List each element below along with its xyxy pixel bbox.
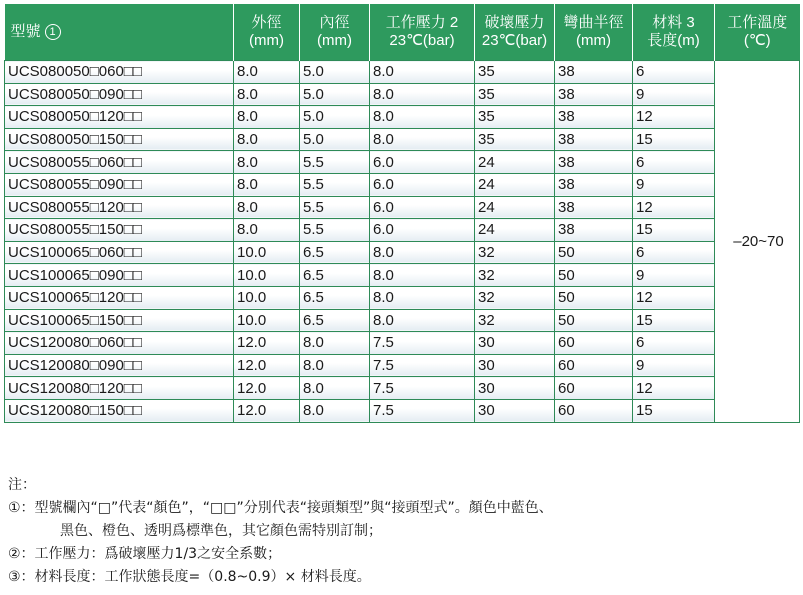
cell-model: UCS080050□120□□ (5, 106, 234, 129)
cell-material-length: 12 (633, 377, 715, 400)
table-row (5, 241, 800, 264)
cell-burst-pressure: 30 (475, 332, 555, 355)
cell-model: UCS080050□060□□ (5, 61, 234, 84)
cell-model: UCS100065□060□□ (5, 241, 234, 264)
cell-outer-diameter: 12.0 (234, 377, 300, 400)
cell-burst-pressure: 32 (475, 309, 555, 332)
cell-bend-radius: 60 (555, 399, 633, 422)
cell-model: UCS080055□060□□ (5, 151, 234, 174)
cell-outer-diameter: 10.0 (234, 309, 300, 332)
table-row (5, 264, 800, 287)
cell-outer-diameter: 10.0 (234, 241, 300, 264)
cell-inner-diameter: 6.5 (300, 241, 370, 264)
table-row (5, 286, 800, 309)
cell-inner-diameter: 8.0 (300, 354, 370, 377)
cell-burst-pressure: 32 (475, 286, 555, 309)
cell-inner-diameter: 8.0 (300, 332, 370, 355)
note-3: ③：材料長度：工作狀態長度=（0.8~0.9）× 材料長度。 (8, 569, 371, 585)
cell-material-length: 12 (633, 106, 715, 129)
notes-title: 注： (8, 477, 36, 493)
cell-model: UCS080055□120□□ (5, 196, 234, 219)
cell-bend-radius: 38 (555, 219, 633, 242)
cell-working-pressure: 8.0 (370, 106, 475, 129)
cell-working-pressure: 8.0 (370, 309, 475, 332)
cell-bend-radius: 38 (555, 83, 633, 106)
table-row (5, 173, 800, 196)
cell-bend-radius: 38 (555, 173, 633, 196)
cell-material-length: 15 (633, 219, 715, 242)
cell-outer-diameter: 8.0 (234, 151, 300, 174)
notes-section (8, 474, 798, 589)
table-row (5, 151, 800, 174)
cell-burst-pressure: 30 (475, 377, 555, 400)
cell-inner-diameter: 5.5 (300, 219, 370, 242)
cell-outer-diameter: 10.0 (234, 264, 300, 287)
note-2: ②：工作壓力：爲破壞壓力1/3之安全系數； (8, 546, 282, 562)
cell-inner-diameter: 8.0 (300, 399, 370, 422)
cell-inner-diameter: 6.5 (300, 309, 370, 332)
cell-bend-radius: 38 (555, 151, 633, 174)
cell-working-pressure: 8.0 (370, 128, 475, 151)
cell-outer-diameter: 8.0 (234, 61, 300, 84)
cell-bend-radius: 60 (555, 377, 633, 400)
cell-bend-radius: 60 (555, 354, 633, 377)
table-row (5, 354, 800, 377)
cell-bend-radius: 38 (555, 196, 633, 219)
cell-outer-diameter: 10.0 (234, 286, 300, 309)
cell-working-pressure: 7.5 (370, 332, 475, 355)
cell-material-length: 15 (633, 309, 715, 332)
header-material-length: 材料 3 長度(m) (633, 4, 715, 61)
cell-working-pressure: 6.0 (370, 173, 475, 196)
header-burst-pressure: 破壞壓力 23℃(bar) (475, 4, 555, 61)
cell-working-pressure: 8.0 (370, 286, 475, 309)
cell-burst-pressure: 35 (475, 106, 555, 129)
table-row (5, 83, 800, 106)
table-row (5, 219, 800, 242)
cell-inner-diameter: 5.5 (300, 151, 370, 174)
cell-material-length: 6 (633, 61, 715, 84)
cell-bend-radius: 38 (555, 61, 633, 84)
cell-burst-pressure: 30 (475, 399, 555, 422)
cell-material-length: 9 (633, 173, 715, 196)
cell-working-pressure: 6.0 (370, 219, 475, 242)
cell-material-length: 6 (633, 151, 715, 174)
table-body (5, 61, 800, 423)
header-working-pressure: 工作壓力 2 23℃(bar) (370, 4, 475, 61)
cell-inner-diameter: 5.0 (300, 61, 370, 84)
cell-bend-radius: 38 (555, 106, 633, 129)
cell-inner-diameter: 5.5 (300, 196, 370, 219)
table-row (5, 377, 800, 400)
cell-bend-radius: 50 (555, 309, 633, 332)
cell-material-length: 6 (633, 332, 715, 355)
header-outer-diameter: 外徑 (mm) (234, 4, 300, 61)
cell-outer-diameter: 12.0 (234, 399, 300, 422)
cell-model: UCS120080□090□□ (5, 354, 234, 377)
cell-bend-radius: 50 (555, 286, 633, 309)
cell-working-pressure: 8.0 (370, 61, 475, 84)
cell-model: UCS080050□150□□ (5, 128, 234, 151)
cell-model: UCS120080□150□□ (5, 399, 234, 422)
cell-outer-diameter: 8.0 (234, 83, 300, 106)
cell-bend-radius: 60 (555, 332, 633, 355)
note-1-continued: 黑色、橙色、透明爲標準色，其它顏色需特別訂制； (60, 523, 382, 539)
cell-model: UCS080055□150□□ (5, 219, 234, 242)
cell-bend-radius: 50 (555, 264, 633, 287)
cell-inner-diameter: 6.5 (300, 264, 370, 287)
note-marker-1: 1 (45, 24, 61, 40)
cell-burst-pressure: 24 (475, 173, 555, 196)
cell-burst-pressure: 24 (475, 196, 555, 219)
cell-outer-diameter: 8.0 (234, 196, 300, 219)
header-model: 型號 1 (5, 4, 234, 61)
cell-material-length: 9 (633, 83, 715, 106)
cell-bend-radius: 50 (555, 241, 633, 264)
cell-model: UCS100065□150□□ (5, 309, 234, 332)
table-row (5, 128, 800, 151)
cell-model: UCS080050□090□□ (5, 83, 234, 106)
cell-working-pressure: 6.0 (370, 151, 475, 174)
table-row (5, 399, 800, 422)
table-header-row (5, 4, 800, 61)
cell-working-pressure: 8.0 (370, 264, 475, 287)
cell-material-length: 9 (633, 354, 715, 377)
cell-model: UCS100065□120□□ (5, 286, 234, 309)
cell-burst-pressure: 24 (475, 219, 555, 242)
cell-burst-pressure: 32 (475, 264, 555, 287)
cell-material-length: 6 (633, 241, 715, 264)
cell-burst-pressure: 32 (475, 241, 555, 264)
table-row (5, 332, 800, 355)
cell-material-length: 12 (633, 286, 715, 309)
cell-material-length: 9 (633, 264, 715, 287)
cell-material-length: 15 (633, 399, 715, 422)
cell-model: UCS120080□060□□ (5, 332, 234, 355)
cell-model: UCS100065□090□□ (5, 264, 234, 287)
cell-working-temperature: –20~70 (715, 61, 800, 423)
cell-material-length: 12 (633, 196, 715, 219)
cell-bend-radius: 38 (555, 128, 633, 151)
cell-outer-diameter: 12.0 (234, 332, 300, 355)
cell-outer-diameter: 8.0 (234, 173, 300, 196)
cell-working-pressure: 7.5 (370, 377, 475, 400)
cell-model: UCS080055□090□□ (5, 173, 234, 196)
cell-inner-diameter: 8.0 (300, 377, 370, 400)
table-row (5, 196, 800, 219)
cell-inner-diameter: 5.0 (300, 128, 370, 151)
spec-table (4, 4, 800, 423)
cell-burst-pressure: 24 (475, 151, 555, 174)
cell-material-length: 15 (633, 128, 715, 151)
cell-working-pressure: 8.0 (370, 83, 475, 106)
note-1: ①：型號欄內“□”代表“顏色”，“□□”分別代表“接頭類型”與“接頭型式”。顏色中藍色、 (8, 500, 553, 516)
cell-inner-diameter: 5.0 (300, 106, 370, 129)
header-inner-diameter: 內徑 (mm) (300, 4, 370, 61)
cell-burst-pressure: 35 (475, 61, 555, 84)
header-bend-radius: 彎曲半徑 (mm) (555, 4, 633, 61)
cell-working-pressure: 7.5 (370, 354, 475, 377)
cell-burst-pressure: 30 (475, 354, 555, 377)
cell-burst-pressure: 35 (475, 128, 555, 151)
cell-outer-diameter: 8.0 (234, 219, 300, 242)
table-row (5, 309, 800, 332)
cell-working-pressure: 7.5 (370, 399, 475, 422)
cell-outer-diameter: 12.0 (234, 354, 300, 377)
cell-inner-diameter: 6.5 (300, 286, 370, 309)
cell-inner-diameter: 5.0 (300, 83, 370, 106)
table-row (5, 106, 800, 129)
cell-outer-diameter: 8.0 (234, 128, 300, 151)
cell-working-pressure: 8.0 (370, 241, 475, 264)
header-working-temperature: 工作溫度 (℃) (715, 4, 800, 61)
cell-working-pressure: 6.0 (370, 196, 475, 219)
cell-model: UCS120080□120□□ (5, 377, 234, 400)
table-row (5, 61, 800, 84)
cell-burst-pressure: 35 (475, 83, 555, 106)
cell-outer-diameter: 8.0 (234, 106, 300, 129)
cell-inner-diameter: 5.5 (300, 173, 370, 196)
